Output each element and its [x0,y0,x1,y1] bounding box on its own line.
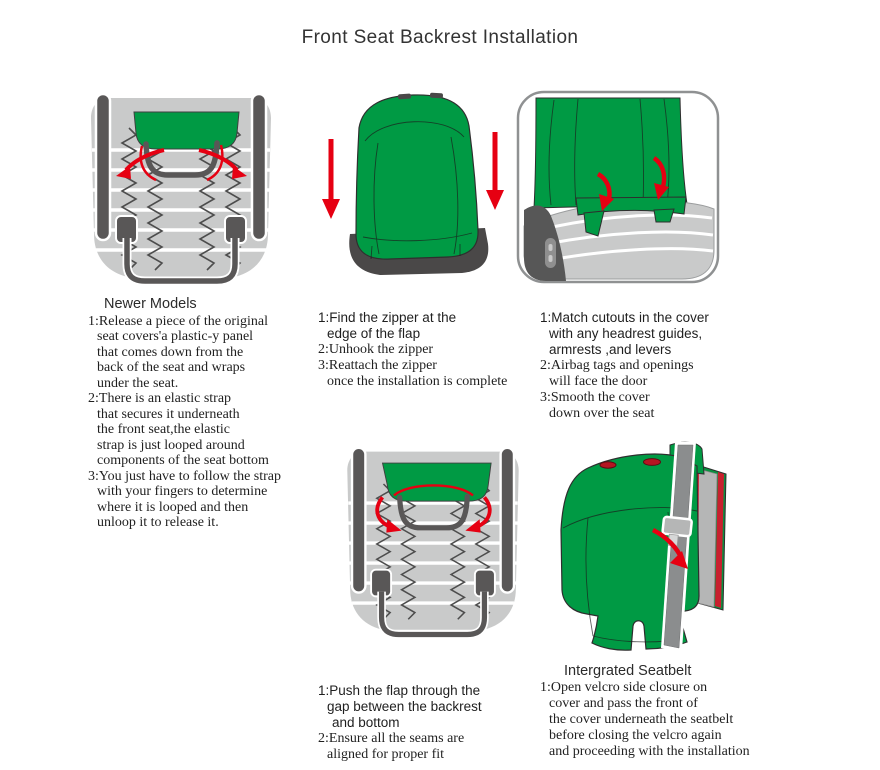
step-line: aligned for proper fit [327,747,445,762]
step-line: 1:Find the zipper at the [318,310,457,325]
step-line: 3:Smooth the cover [540,390,650,405]
illustration-seat-underside-release [76,86,286,294]
step-line: 1:Release a piece of the original [88,313,268,329]
seatbelt-text [540,663,785,760]
cover-clip-right [430,93,443,99]
green-flap [134,112,239,149]
headrest-hole-left [600,462,616,468]
step-line: cover and pass the front of [549,696,698,711]
rail-right [501,448,514,593]
rail-left [96,94,110,240]
flap-text [318,683,533,763]
step-line: gap between the backrest [327,699,482,714]
down-arrow-left-icon [322,139,340,219]
step-line: 3:Reattach the zipper [318,358,437,373]
step-line: and bottom [332,715,400,730]
down-arrow-right-icon [486,132,504,210]
step-line: 2:Unhook the zipper [318,342,434,357]
zipper-text [318,310,533,390]
illustration-seat-underside-flap [333,438,533,650]
illustration-integrated-seatbelt [546,438,746,670]
step-line: the cover underneath the seatbelt [549,712,734,727]
step-line: down over the seat [549,406,655,421]
step-line: will face the door [549,374,648,389]
step-line: strap is just looped around [97,437,245,453]
step-line: and proceeding with the installation [549,744,750,759]
step-line: with your fingers to determine [97,484,268,499]
recline-handle [545,238,556,268]
step-line: with any headrest guides, [549,326,703,341]
step-line: 2:Airbag tags and openings [540,358,694,373]
step-line: armrests ,and levers [549,342,672,357]
step-line: that comes down from the [97,344,244,360]
step-line: 1:Open velcro side closure on [540,680,708,695]
step-line: before closing the velcro again [549,728,722,743]
step-line: the front seat,the elastic [97,422,230,437]
step-line: that secures it underneath [97,406,240,422]
step-line: unloop it to release it. [97,515,219,530]
page-title: Front Seat Backrest Installation [301,27,579,48]
headrest-hole-right [644,459,661,466]
step-line: back of the seat and wraps [97,360,246,375]
newer-models-heading: Newer Models [104,296,197,312]
step-line: where it is looped and then [97,499,249,515]
step-line: 3:You just have to follow the strap [88,468,282,484]
step-line: edge of the flap [327,326,421,341]
step-line: components of the seat bottom [97,453,269,468]
step-line: under the seat. [97,375,179,391]
newer-models-text [88,297,328,531]
cutouts-text [540,310,770,422]
cover-clip-left [398,94,411,100]
flap-inner-panel [698,469,717,607]
rail-left [352,448,365,593]
step-line: seat covers'a plastic-y panel [97,329,254,344]
step-line: 2:Ensure all the seams are [318,731,465,746]
illustration-seat-cutouts [514,88,722,290]
step-line: 2:There is an elastic strap [88,391,232,406]
rail-right [252,94,266,240]
seatbelt-heading: Intergrated Seatbelt [564,663,692,679]
illustration-cover-pull-down [314,84,512,292]
step-line: 1:Match cutouts in the cover [540,310,709,325]
step-line: 1:Push the flap through the [318,683,481,698]
step-line: once the installation is complete [327,374,508,389]
